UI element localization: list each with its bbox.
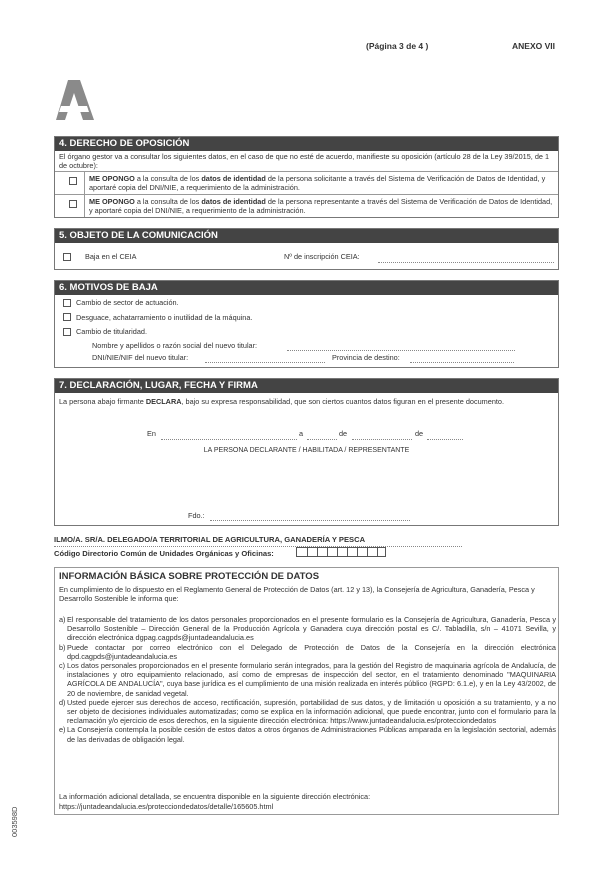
section-objeto-comunicacion (54, 228, 559, 270)
oppose-representative-text: ME OPONGO a la consulta de los datos de identidad de la persona representante a través del Sistema de Verificación de Datos de Identidad, y aportaré copia del DNI/NIE, a requerimiento de la administración. (89, 197, 553, 216)
privacy-items (59, 615, 556, 744)
privacy-url-link[interactable]: https://juntadeandalucia.es/protecciondedatos/detalle/165605.html (59, 802, 274, 811)
inscripcion-ceia-label: Nº de inscripción CEIA: (284, 252, 360, 261)
baja-ceia-label: Baja en el CEIA (85, 252, 137, 261)
month-field[interactable] (352, 439, 412, 440)
cambio-sector-label: Cambio de sector de actuación. (76, 298, 179, 307)
privacy-item: a) El responsable del tratamiento de los datos personales proporcionados en el presente formulario es la Consejería de Agricultura, Ganadería, Pesca y Desarrollo Sostenible – Dirección General de la Producción Agrícola y Ganadera cuya dirección postal es C/. Tabladilla, s/n – 41071 Sevilla, y dirección electrónica dgpag.cagpds@juntadeandalucia.es (59, 615, 556, 643)
document-code: 003598D (10, 806, 19, 837)
dir3-code-boxes[interactable] (296, 547, 386, 557)
dir3-code-label: Código Directorio Común de Unidades Orgánicas y Oficinas: (54, 549, 274, 558)
signature-label: Fdo.: (188, 511, 205, 520)
desguace-label: Desguace, achatarramiento o inutilidad de la máquina. (76, 313, 253, 322)
cambio-titularidad-checkbox[interactable] (63, 328, 71, 336)
provincia-destino-field[interactable] (410, 362, 514, 363)
privacy-title: INFORMACIÓN BÁSICA SOBRE PROTECCIÓN DE DATOS (59, 571, 320, 582)
oppose-representative-checkbox[interactable] (69, 200, 77, 208)
section-title: 7. DECLARACIÓN, LUGAR, FECHA Y FIRMA (55, 379, 558, 393)
addressee-title: ILMO/A. SR/A. DELEGADO/A TERRITORIAL DE AGRICULTURA, GANADERÍA Y PESCA (54, 535, 366, 544)
privacy-item: b) Puede contactar por correo electrónico con el Delegado de Protección de Datos de la Consejería en la dirección electrónica dpd.cagpds@juntadeandalucia.es (59, 642, 556, 661)
section-title: 4. DERECHO DE OPOSICIÓN (55, 137, 558, 151)
nuevo-titular-label: Nombre y apellidos o razón social del nuevo titular: (92, 341, 258, 350)
cambio-sector-checkbox[interactable] (63, 299, 71, 307)
privacy-intro: En cumplimiento de lo dispuesto en el Reglamento General de Protección de Datos (art. 12 y 13), la Consejería de Agricultura, Ganadería, Pesca y Desarrollo Sostenible le informa que: (59, 585, 535, 604)
junta-andalucia-logo-icon (54, 80, 98, 120)
dni-nuevo-titular-label: DNI/NIE/NIF del nuevo titular: (92, 353, 189, 362)
privacy-item: c) Los datos personales proporcionados en el presente formulario serán integrados, para la gestión del Registro de maquinaria agrícola de Andalucía, de instalaciones y otro equipamiento relacionado, así como de empresas de inspección del sector, en el tratamiento denominado "MAQUINARIA AGRÍCOLA DE ANDALUCÍA", cuya base jurídica es el cumplimiento de una misión realizada en interés público (RGPD: 6.1.e), y en la Ley 43/2002, de 20 de noviembre, de sanidad vegetal. (59, 661, 556, 698)
section-derecho-oposicion (54, 136, 559, 218)
provincia-destino-label: Provincia de destino: (332, 353, 400, 362)
signer-label: LA PERSONA DECLARANTE / HABILITADA / REPRESENTANTE (203, 447, 410, 454)
privacy-item: d) Usted puede ejercer sus derechos de acceso, rectificación, supresión, portabilidad de sus datos, y de limitación u oposición a su tratamiento, y a no ser objeto de decisiones individuales automatizadas; como se explica en la información adicional, que puede encontrar, junto con el formulario para la reclamación y/o ejercicio de esos derechos, en la siguiente dirección electrónica: https://www.juntadeandalucia.es/protecciondedatos (59, 697, 556, 726)
place-field[interactable] (161, 439, 297, 440)
day-label: a (299, 429, 304, 438)
declaration-text: La persona abajo firmante DECLARA, bajo su expresa responsabilidad, que son ciertos cuantos datos figuran en el presente documento. (59, 397, 504, 406)
section-declaracion (54, 378, 559, 526)
page-number: (Página 3 de 4 ) (366, 41, 429, 51)
day-field[interactable] (307, 439, 337, 440)
section-title: 5. OBJETO DE LA COMUNICACIÓN (55, 229, 558, 243)
oppose-applicant-text: ME OPONGO a la consulta de los datos de identidad de la persona solicitante a través del Sistema de Verificación de Datos de Identidad, y aportaré copia del DNI/NIE, a requerimiento de la administración. (89, 174, 546, 193)
place-label: En (147, 429, 156, 438)
month-label: de (339, 429, 348, 438)
privacy-additional: La información adicional detallada, se encuentra disponible en la siguiente dirección electrónica: (59, 792, 371, 801)
cambio-titularidad-label: Cambio de titularidad. (76, 327, 147, 336)
privacy-section (54, 567, 559, 815)
desguace-checkbox[interactable] (63, 313, 71, 321)
baja-ceia-checkbox[interactable] (63, 253, 71, 261)
year-field[interactable] (427, 439, 463, 440)
section-title: 6. MOTIVOS DE BAJA (55, 281, 558, 295)
year-label: de (415, 429, 424, 438)
annex-label: ANEXO VII (512, 41, 555, 51)
oppose-applicant-checkbox[interactable] (69, 177, 77, 185)
section-motivos-baja (54, 280, 559, 368)
privacy-item: e) La Consejería contempla la posible cesión de estos datos a otros órganos de Administraciones Públicas amparada en la legislación sectorial, además de las derivadas de obligación legal. (59, 725, 556, 744)
section-intro: El órgano gestor va a consultar los siguientes datos, en el caso de que no esté de acuerdo, manifieste su oposición (artículo 28 de la Ley 39/2015, de 1 de octubre): (59, 152, 550, 171)
nuevo-titular-field[interactable] (287, 350, 515, 351)
signature-name-field[interactable] (210, 520, 410, 521)
inscripcion-ceia-field[interactable] (378, 262, 554, 263)
dni-nuevo-titular-field[interactable] (205, 362, 325, 363)
